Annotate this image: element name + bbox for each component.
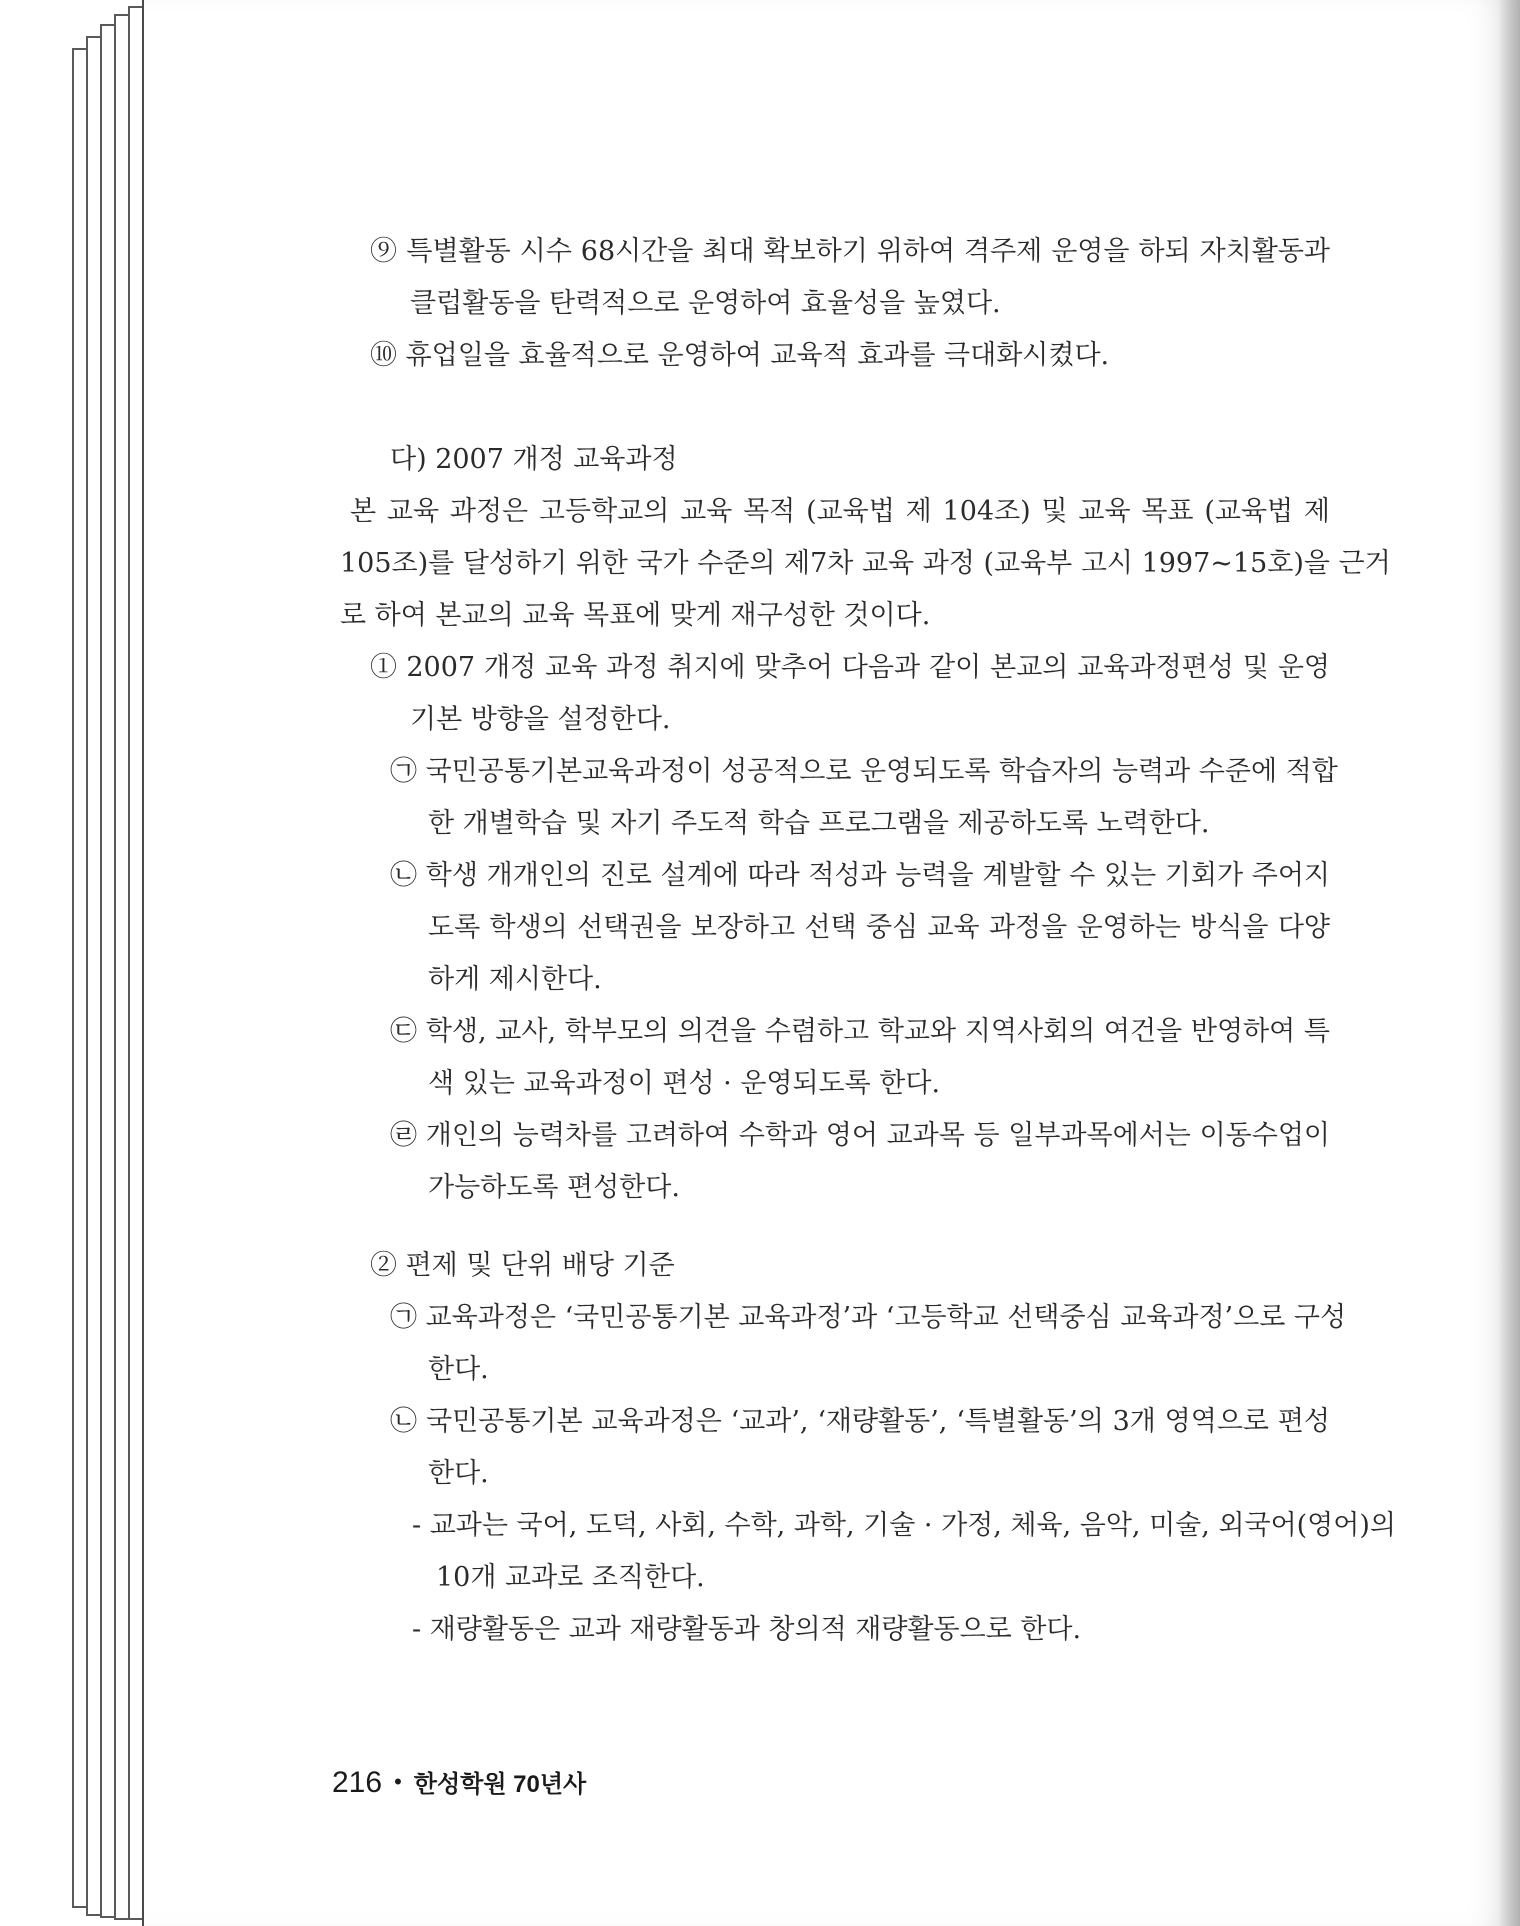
text-line: 색 있는 교육과정이 편성 · 운영되도록 한다. [428,1068,941,1099]
page-footer [332,1764,586,1800]
text-line: 도록 학생의 선택권을 보장하고 선택 중심 교육 과정을 운영하는 방식을 다양 [428,912,1330,943]
text-line: ⑩ 휴업일을 효율적으로 운영하여 교육적 효과를 극대화시켰다. [370,340,1110,371]
text-line: 다) 2007 개정 교육과정 [390,444,678,475]
paragraph-gap [340,382,1330,434]
text-line: - 교과는 국어, 도덕, 사회, 수학, 과학, 기술 · 가정, 체육, 음악, 미술, 외국어(영어)의 [412,1510,1396,1541]
text-line: ㉡ 학생 개개인의 진로 설계에 따라 적성과 능력을 계발할 수 있는 기회가 주어지 [390,860,1330,891]
text-line: 로 하여 본교의 교육 목표에 맞게 재구성한 것이다. [340,600,931,631]
text-line: ㉠ 교육과정은 ‘국민공통기본 교육과정’과 ‘고등학교 선택중심 교육과정’으로 구성 [390,1302,1347,1333]
text-line: ② 편제 및 단위 배당 기준 [370,1250,675,1281]
text-line: ① 2007 개정 교육 과정 취지에 맞추어 다음과 같이 본교의 교육과정편성 및 운영 [370,652,1330,683]
page-number: 216 [332,1766,383,1799]
text-line: 한다. [428,1354,489,1385]
footer-bullet: • [394,1769,402,1794]
text-line: 하게 제시한다. [428,964,602,995]
text-line: - 재량활동은 교과 재량활동과 창의적 재량활동으로 한다. [412,1614,1082,1645]
text-line: ㉣ 개인의 능력차를 고려하여 수학과 영어 교과목 등 일부과목에서는 이동수업이 [390,1120,1330,1151]
text-line: 기본 방향을 설정한다. [410,704,671,735]
book-title: 한성학원 70년사 [413,1771,587,1798]
text-line: 클럽활동을 탄력적으로 운영하여 효율성을 높였다. [410,288,1001,319]
text-line: ㉡ 국민공통기본 교육과정은 ‘교과’, ‘재량활동’, ‘특별활동’의 3개 영역으로 편성 [390,1406,1330,1437]
text-line: ㉢ 학생, 교사, 학부모의 의견을 수렴하고 학교와 지역사회의 여건을 반영하여 특 [390,1016,1330,1047]
text-line: 한다. [428,1458,489,1489]
text-line: ㉠ 국민공통기본교육과정이 성공적으로 운영되도록 학습자의 능력과 수준에 적합 [390,756,1338,787]
text-line: ⑨ 특별활동 시수 68시간을 최대 확보하기 위하여 격주제 운영을 하되 자치활동과 [370,236,1330,267]
text-line: 10개 교과로 조직한다. [436,1562,705,1593]
page-body-text [340,226,1396,1656]
text-line: 105조)를 달성하기 위한 국가 수준의 제7차 교육 과정 (교육부 고시 1997~15호)을 근거 [340,548,1391,579]
text-line: 가능하도록 편성한다. [428,1172,680,1203]
paragraph-gap [340,1214,1330,1240]
text-line: 본 교육 과정은 고등학교의 교육 목적 (교육법 제 104조) 및 교육 목표 (교육법 제 [350,496,1330,527]
text-line: 한 개별학습 및 자기 주도적 학습 프로그램을 제공하도록 노력한다. [428,808,1210,839]
